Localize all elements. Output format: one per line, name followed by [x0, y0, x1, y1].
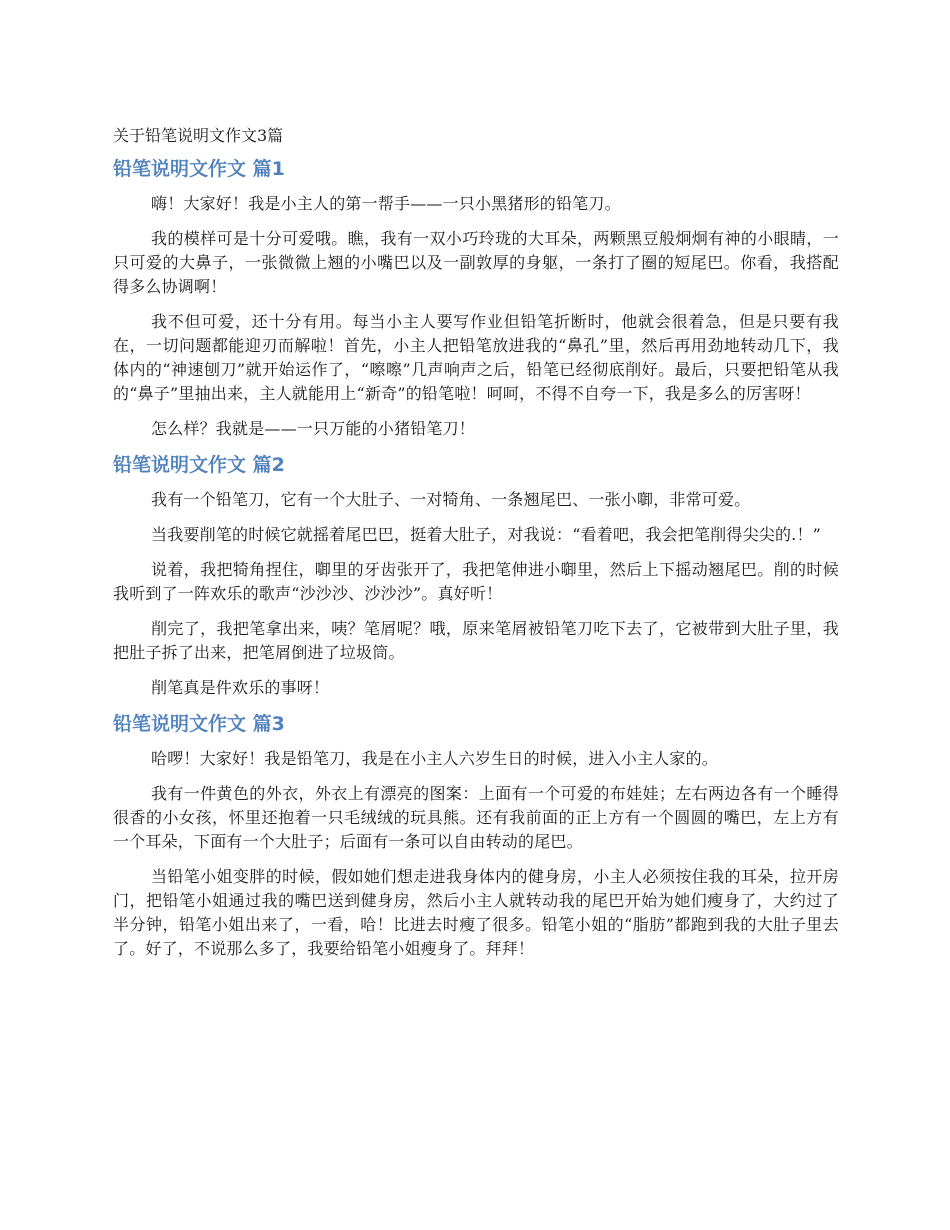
section-heading: 铅笔说明文作文 篇3 [113, 713, 285, 735]
paragraph: 削笔真是件欢乐的事呀！ [151, 678, 330, 697]
essay-section-1 [113, 156, 839, 441]
paragraph: 我不但可爱，还十分有用。每当小主人要写作业但铅笔折断时，他就会很着急，但是只要有我在，一切问题都能迎刃而解啦！首先，小主人把铅笔放进我的“鼻孔”里，然后再用劲地转动几下，我体内的“神速刨刀”就开始运作了，“嚓嚓”几声响声之后，铅笔已经彻底削好。最后，只要把铅笔从我的“鼻子”里抽出来，主人就能用上“新奇”的铅笔啦！呵呵，不得不自夸一下，我是多么的厉害呀！ [113, 312, 839, 403]
paragraph: 当铅笔小姐变胖的时候，假如她们想走进我身体内的健身房，小主人必须按住我的耳朵，拉开房门，把铅笔小姐通过我的嘴巴送到健身房，然后小主人就转动我的尾巴开始为她们瘦身了，大约过了半分钟，铅笔小姐出来了，一看，哈！比进去时瘦了很多。铅笔小姐的“脂肪”都跑到我的大肚子里去了。好了，不说那么多了，我要给铅笔小姐瘦身了。拜拜！ [113, 867, 839, 958]
paragraph: 我的模样可是十分可爱哦。瞧，我有一双小巧玲珑的大耳朵，两颗黑豆般炯炯有神的小眼睛，一只可爱的大鼻子，一张微微上翘的小嘴巴以及一副敦厚的身躯，一条打了圈的短尾巴。你看，我搭配得多么协调啊！ [113, 229, 839, 296]
paragraph: 当我要削笔的时候它就摇着尾巴巴，挺着大肚子，对我说：“看着吧，我会把笔削得尖尖的.！” [151, 525, 822, 544]
paragraph: 哈啰！大家好！我是铅笔刀，我是在小主人六岁生日的时候，进入小主人家的。 [151, 749, 719, 768]
paragraph: 削完了，我把笔拿出来，咦？笔屑呢？哦，原来笔屑被铅笔刀吃下去了，它被带到大肚子里，我把肚子拆了出来，把笔屑倒进了垃圾筒。 [113, 619, 839, 662]
essay-section-2 [113, 452, 839, 700]
document-title: 关于铅笔说明文作文3篇 [113, 126, 284, 145]
paragraph: 嗨！大家好！我是小主人的第一帮手——一只小黑猪形的铅笔刀。 [151, 194, 621, 213]
section-heading: 铅笔说明文作文 篇2 [113, 454, 285, 476]
paragraph: 我有一个铅笔刀，它有一个大肚子、一对犄角、一条翘尾巴、一张小啣，非常可爱。 [151, 490, 751, 509]
section-heading: 铅笔说明文作文 篇1 [113, 158, 285, 180]
paragraph: 我有一件黄色的外衣，外衣上有漂亮的图案：上面有一个可爱的布娃娃；左右两边各有一个睡得很香的小女孩，怀里还抱着一只毛绒绒的玩具熊。还有我前面的正上方有一个圆圆的嘴巴，左上方有一个耳朵，下面有一个大肚子；后面有一条可以自由转动的尾巴。 [113, 784, 839, 851]
paragraph: 怎么样？我就是——一只万能的小猪铅笔刀！ [151, 419, 476, 438]
paragraph: 说着，我把犄角捏住，啣里的牙齿张开了，我把笔伸进小啣里，然后上下摇动翘尾巴。削的时候我听到了一阵欢乐的歌声“沙沙沙、沙沙沙”。真好听！ [113, 560, 839, 603]
essay-section-3 [113, 711, 839, 961]
document-content [113, 124, 839, 972]
